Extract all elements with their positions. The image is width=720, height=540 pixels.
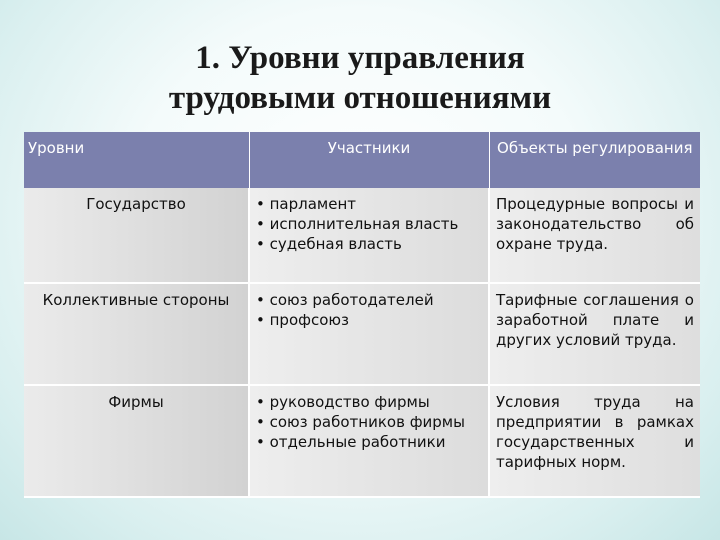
level-cell: Государство — [24, 188, 249, 283]
participants-cell — [249, 188, 489, 283]
participant-item: • парламент — [256, 195, 357, 213]
table-row — [24, 385, 700, 497]
level-cell: Коллективные стороны — [24, 283, 249, 385]
participant-item: • исполнительная власть — [256, 215, 459, 233]
participant-item: • руководство фирмы — [256, 393, 430, 411]
participant-item: • профсоюз — [256, 311, 349, 329]
participant-item: • союз работников фирмы — [256, 413, 465, 431]
participant-item: • отдельные работники — [256, 433, 446, 451]
levels-table — [24, 132, 700, 498]
table-header-row — [24, 132, 700, 188]
participant-item: • союз работодателей — [256, 291, 434, 309]
participants-cell — [249, 283, 489, 385]
objects-cell: Процедурные вопросы и законодательство об охране труда. — [489, 188, 700, 283]
objects-cell: Тарифные соглашения о заработной плате и других условий труда. — [489, 283, 700, 385]
table-row — [24, 283, 700, 385]
slide-title — [0, 38, 720, 118]
header-participants: Участники — [249, 132, 489, 188]
participant-item: • судебная власть — [256, 235, 402, 253]
participants-cell — [249, 385, 489, 497]
slide-title-line-1: 1. Уровни управления — [195, 40, 525, 76]
header-objects: Объекты регулирования — [489, 132, 700, 188]
header-levels: Уровни — [24, 132, 249, 188]
table-row — [24, 188, 700, 283]
objects-cell: Условия труда на предприятии в рамках государственных и тарифных норм. — [489, 385, 700, 497]
level-cell: Фирмы — [24, 385, 249, 497]
slide-title-line-2: трудовыми отношениями — [168, 80, 552, 116]
